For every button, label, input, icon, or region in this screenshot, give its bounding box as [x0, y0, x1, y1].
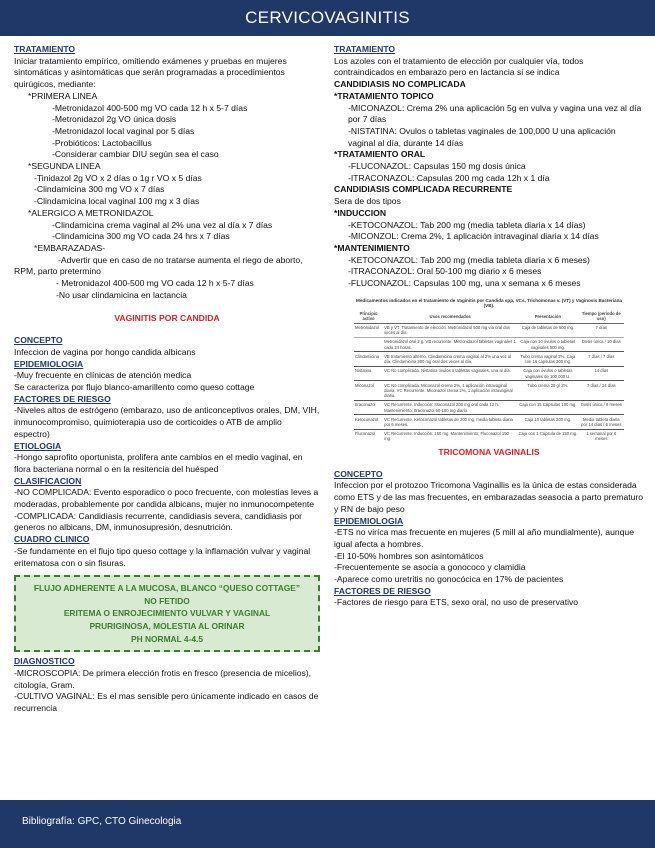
box-line: FLUJO ADHERENTE A LA MUCOSA, BLANCO “QUESO COTTAGE” — [33, 583, 301, 594]
key-findings-box — [14, 575, 320, 652]
table-cell: Clindamicina — [354, 352, 383, 366]
table-cell: Miconazol — [354, 381, 383, 401]
list-item: -Clindamicina local vaginal 100 mg x 3 días — [34, 196, 200, 207]
table-row — [354, 381, 624, 401]
table-cell: 7 días / 7 días — [579, 352, 624, 366]
list-item: -Metronidazol 400-500 mg VO cada 12 h x 5-7 días — [52, 102, 248, 113]
box-line: NO FETIDO — [144, 595, 190, 606]
section-heading: FACTORES DE RIESGO — [14, 393, 111, 404]
paragraph: -MICROSCOPIA: De primera elección frotis en fresco (presencia de micelios), citología, Gram. — [14, 667, 312, 690]
list-item: - Metronidazol 400-500 mg VO cada 12 h x 5-7 días — [56, 278, 254, 289]
subheading: *TRATAMIENTO TOPICO — [334, 90, 434, 101]
table-cell: Ketoconazol — [354, 415, 383, 429]
paragraph: -COMPLICADA: Candidiasis recurrente, candidiasis severa, candidiasis por generos no albicans, DM, inmunosupresión, desnutrición. — [14, 510, 303, 533]
list-item: -ITRACONAZOL: Capsulas 200 mg cada 12h x 1 día — [348, 172, 550, 183]
box-line: PRURIGINOSA, MOLESTIA AL ORINAR — [89, 621, 245, 632]
paragraph: -Frecuentemente se asocia a gonococo y clamidia — [334, 562, 526, 573]
paragraph: Infeccion de vagina por hongo candida albicans — [14, 346, 196, 357]
list-item: -Clindamicina 300 mg VO cada 24 hrs x 7 días — [52, 231, 230, 242]
paragraph: -El 10-50% hombres son asintomáticos — [334, 550, 484, 561]
paragraph: Sera de dos tipos — [334, 196, 401, 207]
list-item: -No usar clindamicina en lactancia — [56, 289, 187, 300]
section-heading: EPIDEMIOLOGIA — [14, 358, 84, 369]
box-line: PH NORMAL 4-4.5 — [131, 633, 203, 644]
subheading: CANDIDIASIS COMPLICADA RECURRENTE — [334, 184, 513, 195]
list-item: -Metronidazol local vaginal por 5 días — [52, 125, 195, 136]
table-cell: Itraconazol — [354, 400, 383, 414]
list-item: -Clindamicina crema vaginal al 2% una vez al día x 7 días — [52, 219, 273, 230]
page-title: CERVICOVAGINITIS — [245, 8, 410, 27]
paragraph: Infeccion por el protozoo Tricomona Vaginallis es la única de estas considerada como ETS y de las mas frecuentes, en embarazadas seasocia a parto prematuro y RN de bajo peso — [334, 480, 644, 514]
table-cell: Media tableta diaria por 14 días / 6 meses — [579, 415, 624, 429]
table-cell: Caja con 1 Cápsula de 150 mg. — [517, 429, 578, 443]
list-item: -Tinidazol 2g VO x 2 días o 1g r VO x 5 días — [34, 172, 202, 183]
table-row — [354, 323, 624, 337]
table-cell: Metronidazol — [354, 323, 383, 337]
table-cell: Caja de tabletas de 500 mg. — [517, 323, 578, 337]
list-item: -FLUCONAZOL: Capsulas 100 mg, una x semana x 6 meses — [348, 278, 581, 289]
section-heading: CONCEPTO — [334, 468, 383, 479]
list-item: -MICONAZOL: Crema 2% una aplicación 5g en vulva y vagina una vez al día por 7 días — [348, 102, 642, 125]
table-cell — [354, 337, 383, 351]
paragraph: -CULTIVO VAGINAL: Es el mas sensible pero únicamente indicado en casos de recurrencia — [14, 691, 319, 714]
list-item: -Considerar cambiar DIU según sea el caso — [52, 149, 219, 160]
table-cell: VC Recurrente. Inducción: Itraconazol 200 mg oral cada 12 h. Mantenimiento: Itraconazol 50-100 mg diario. — [383, 400, 517, 414]
paragraph: -Factores de riesgo para ETS, sexo oral, no uso de preservativo — [334, 597, 579, 608]
table-cell: 7 días — [579, 323, 624, 337]
table-cell: VC No complicada. Nistatina óvulos o tabletas vaginales, una al día. — [383, 366, 517, 380]
section-heading: DIAGNOSTICO — [14, 656, 75, 667]
paragraph: -Muy frecuente en clínicas de atención medica — [14, 370, 192, 381]
paragraph: Se caracteriza por flujo blanco-amarillento como queso cottage — [14, 381, 255, 392]
table-cell: Tubo crema 20 g/ 2%. — [517, 381, 578, 401]
paragraph: -NO COMPLICADA: Evento esporadico o poco frecuente, con molestias leves a moderadas, probablemente por candida albicans, mujer no inmunocompetente — [14, 487, 319, 510]
list-item: -KETOCONAZOL: Tab 200 mg (media tableta diaria x 14 días) — [348, 219, 586, 230]
title-banner — [0, 0, 655, 36]
list-item: -MICONZOL: Crema 2%, 1 aplicación intravaginal diaria x 14 días — [348, 231, 599, 242]
table-cell: Nistatina — [354, 366, 383, 380]
bibliography: Bibliografía: GPC, CTO Ginecologia — [22, 816, 182, 827]
paragraph: -Advertir que en caso de no tratarse aumenta el riego de aborto, RPM, parto pretermino — [14, 254, 303, 277]
list-item: -Probióticos: Lactobacillus — [52, 137, 152, 148]
table-row — [354, 366, 624, 380]
list-item: -NISTATINA: Ovulos o tabletas vaginales de 100,000 U una aplicación vaginal al día, durante 14 días — [348, 125, 616, 148]
tricomona-section-title: TRICOMONA VAGINALIS — [438, 447, 540, 458]
table-cell: Dosis única / 6 meses — [579, 400, 624, 414]
table-cell: Metronidazol oral 2 g. VB recurrente. Metronidazol tabletas vaginales 1 cada 24 horas. — [383, 337, 517, 351]
paragraph: -Se fundamente en el flujo tipo queso cottage y la inflamación vulvar y vaginal eritematosa con o sin fisuras. — [14, 545, 311, 568]
table-cell: 1 semanal por 6 meses — [579, 429, 624, 443]
subheading: *TRATAMIENTO ORAL — [334, 149, 426, 160]
paragraph: Iniciar tratamiento empírico, omitiendo exámenes y pruebas en mujeres sintomáticas y asintomáticas que serán programadas a procedimientos quirúgicos, mediante: — [14, 55, 287, 90]
table-cell: Caja 10 tabletas 200 mg. — [517, 415, 578, 429]
box-line: ERITEMA O ENROJECIMIENTO VULVAR Y VAGINAL — [63, 608, 271, 619]
table-row — [354, 352, 624, 366]
table-header: Usos recomendados — [383, 310, 517, 323]
subheading: *MANTENIMIENTO — [334, 242, 410, 253]
table-header-row — [354, 310, 624, 323]
list-item: -KETOCONAZOL: Tab 200 mg (media tableta diaria x 6 meses) — [348, 254, 590, 265]
table-cell: Fluconazol — [354, 429, 383, 443]
table-cell: Caja con 10 óvulos o tabletas vaginales 500 mg. — [517, 337, 578, 351]
table-header: Presentación — [517, 310, 578, 323]
paragraph: -ETS no viríca mas frecuente en mujeres (5 mill al año mundialmente), aunque igual afecta a hombres. — [334, 527, 634, 549]
subheading: *EMBARAZADAS- — [34, 242, 106, 253]
list-item: -Metronidazol 2g VO única dosis — [52, 114, 177, 125]
subheading: CANDIDIASIS NO COMPLICADA — [334, 79, 466, 90]
paragraph: -Hongo saprofito oportunista, prolifera ante cambios en el medio vaginal, en flora bacteriana normal o en la resitencia del huésped — [14, 452, 303, 474]
subheading: *INDUCCION — [334, 207, 387, 218]
subheading: *PRIMERA LINEA — [28, 90, 98, 101]
table-header: Tiempo (período de uso) — [579, 310, 624, 323]
table-cell: Caja con óvulos o tabletas vaginales de 100,000 U. — [517, 366, 578, 380]
list-item: -Clindamicina 300 mg VO x 7 días — [34, 184, 165, 195]
paragraph: Los azoles con el tratamiento de elección por cualquier vía, todos contraindicados en embarazo pero en lactancia si se indica — [334, 55, 584, 78]
section-heading: CONCEPTO — [14, 335, 63, 346]
paragraph: -Aparece como uretritis no gonocócica en 17% de pacientes — [334, 574, 564, 585]
table-cell: Dosis única / 10 días — [579, 337, 624, 351]
list-item: -FLUCONAZOL: Capsulas 150 mg dosis única — [348, 161, 526, 172]
right-column — [334, 44, 644, 609]
footer-bar — [0, 800, 655, 848]
table-cell: Caja con 15 Cápsulas 100 mg. — [517, 400, 578, 414]
table-cell: 14 días — [579, 366, 624, 380]
table-cell: VC No complicada. Miconazol crema 2%, 1 aplicación intravaginal diaria. VC Recurrente. Miconazol crema 2%, 1 aplicación intravaginal diaria. — [383, 381, 517, 401]
table-cell: VB y VT. Tratamiento de elección. Metronidazol 500 mg vía oral dos veces al día. — [383, 323, 517, 337]
table-cell: Tubo crema vaginal 2%. Caja con 16 cápsulas 300 mg. — [517, 352, 578, 366]
table-cell: 7 días / 14 días — [579, 381, 624, 401]
section-heading: FACTORES DE RIESGO — [334, 585, 431, 596]
table-row — [354, 429, 624, 443]
table-cell: VC Recurrente. Ketoconazol tabletas de 200 mg, media tableta diaria por 6 meses. — [383, 415, 517, 429]
section-heading: ETIOLOGIA — [14, 440, 62, 451]
table-row — [354, 400, 624, 414]
section-heading: CUADRO CLINICO — [14, 534, 90, 545]
table-row — [354, 337, 624, 351]
section-heading: EPIDEMIOLOGIA — [334, 515, 404, 526]
medication-table — [354, 298, 624, 443]
table-caption: Medicamentos indicados en el tratamiento de Vaginitis por Candida spp, VCs, Trichomonas v. (VT) y Vaginosis Bacteriana (VB). — [356, 297, 622, 308]
subheading: *ALERGICO A METRONIDAZOL — [28, 207, 154, 218]
section-heading: TRATAMIENTO — [334, 44, 396, 54]
left-column — [14, 44, 320, 715]
table-cell: VB tratamiento alterno. Clindamicina crema vaginal al 2% una vez al día. Clindamicina 300 mg oral dos veces al día. — [383, 352, 517, 366]
section-heading: TRATAMIENTO — [14, 44, 76, 54]
list-item: -ITRACONAZOL: Oral 50-100 mg diario x 6 meses — [348, 266, 542, 277]
table-row — [354, 415, 624, 429]
paragraph: -Niveles altos de estrógeno (embarazo, uso de anticonceptivos orales, DM, VIH, inmunocompromiso, quimioterapia uso de corticoides o ATB de amplio espectro) — [14, 405, 320, 439]
section-heading: CLASIFICACION — [14, 475, 82, 486]
table-cell: VC Recurrente. Inducción: 150 mg. Mantenimiento: Fluconazol 150 mg. — [383, 429, 517, 443]
candida-section-title: VAGINITIS POR CANDIDA — [114, 313, 220, 324]
subheading: *SEGUNDA LINEA — [28, 161, 101, 172]
table-header: Principio activo — [354, 310, 383, 323]
